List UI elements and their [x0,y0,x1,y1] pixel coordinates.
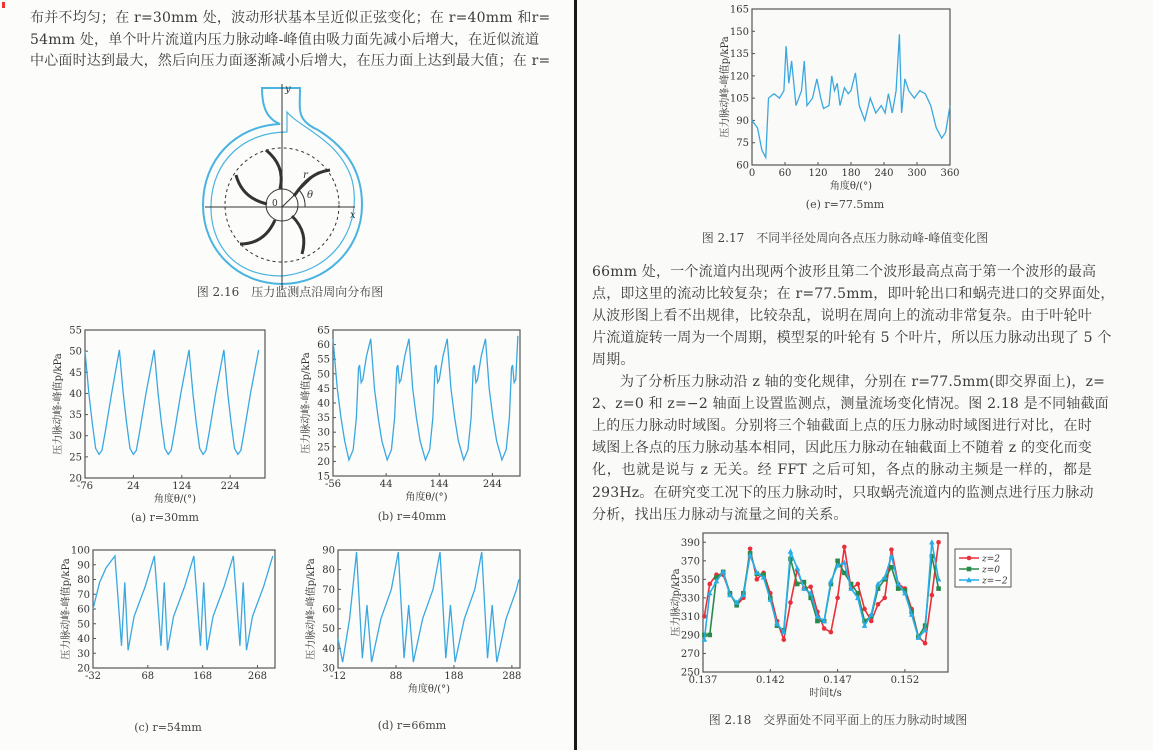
x-axis-label: 角度θ/(°) [829,181,873,192]
impeller-blades [236,150,330,254]
y-tick-label: 45 [317,383,330,395]
data-line [333,336,518,460]
data-line [85,350,259,454]
x-tick-label: -76 [76,481,94,492]
data-line [338,552,519,662]
chart-f [669,533,1011,699]
data-point [702,637,708,642]
y-tick-label: 30 [77,648,90,660]
chart-b [299,326,520,504]
y-tick-label: 50 [69,346,82,358]
y-tick-label: 25 [69,452,82,464]
data-point [829,630,834,635]
legend-label: z=0 [982,565,1001,576]
y-axis-label: 压力脉动峰-峰值p/kPa [301,352,312,454]
y-tick-label: 270 [680,648,700,660]
y-tick-label: 70 [77,589,90,601]
y-tick-label: 390 [680,537,700,549]
y-tick-label: 75 [736,138,749,150]
data-point [808,584,813,589]
figure-2-18-caption: 图 2.18 交界面处不同平面上的压力脉动时域图 [708,713,968,727]
y-tick-label: 90 [736,115,749,127]
y-tick-label: 40 [317,398,330,410]
y-tick-label: 55 [69,325,82,337]
y-axis-label: y [285,84,291,95]
x-tick-label: 144 [429,479,449,490]
x-axis-label: 时间t/s [809,688,842,699]
plot-frame [93,550,275,668]
x-tick-label: 188 [444,671,464,682]
y-axis-label: 压力脉动峰-峰值p/kPa [720,36,731,138]
paragraph-line: 2、z=0 和 z=−2 轴面上设置监测点，测量流场变化情况。图 2.18 是不同轴截面 [592,396,1109,412]
data-point [835,596,840,601]
y-tick-label: 15 [317,471,330,483]
x-axis-label: 角度θ/(°) [407,684,451,695]
x-tick-label: 24 [127,481,140,492]
subcaption-d: (d) r=66mm [377,719,447,732]
y-tick-label: 60 [317,340,330,352]
y-tick-label: 60 [736,160,749,172]
figure-2-17-caption: 图 2.17 不同半径处周向各点压力脉动峰-峰值变化图 [701,231,989,245]
theta-label: θ [307,190,314,201]
data-point [869,619,874,624]
data-point [707,633,712,638]
volute-inner [211,112,354,276]
plot-frame [85,330,265,478]
y-tick-label: 290 [680,630,700,642]
paragraph-line: 为了分析压力脉动沿 z 轴的变化规律，分别在 r=77.5mm(即交界面上)，z= [620,374,1106,390]
y-tick-label: 330 [680,593,700,605]
plot-frame [333,330,520,476]
y-tick-label: 50 [317,369,330,381]
paragraph-line: 化，也就是说与 z 无关。经 FFT 之后可知，各点的脉动主频是一样的，都是 [592,462,1092,478]
legend-label: z=2 [982,554,1001,565]
data-point [876,602,881,607]
paragraph-line: 点，即这里的流动比较复杂；在 r=77.5mm，即叶轮出口和蜗壳进口的交界面处， [592,286,1115,302]
r-label: r [303,170,308,181]
x-axis-label: 角度θ/(°) [153,494,197,505]
x-tick-label: -32 [84,671,102,682]
x-tick-label: 300 [907,168,927,179]
figure-2-16-caption: 图 2.16 压力监测点沿周向分布图 [196,285,384,299]
y-tick-label: 70 [322,584,335,596]
x-tick-label: 120 [808,168,828,179]
data-point [788,600,793,605]
data-point [815,619,820,624]
y-tick-label: 80 [322,565,335,577]
y-tick-label: 120 [729,71,749,83]
x-tick-label: 44 [379,479,393,490]
paragraph-line: 从波形图上看不出规律，比较杂乱，说明在周向上的流动非常复杂。由于叶轮叶 [592,308,1092,324]
x-tick-label: 0 [748,168,756,179]
y-tick-label: 20 [77,663,90,675]
legend-marker [967,556,972,561]
paragraph-line: 片流道旋转一周为一个周期，模型泵的叶轮有 5 个叶片，所以压力脉动出现了 5 个 [592,330,1112,346]
y-tick-label: 25 [317,442,330,454]
paragraph-line: 54mm 处，单个叶片流道内压力脉动峰-峰值由吸力面先减小后增大，在近似流道 [30,32,540,48]
data-point [923,641,928,646]
paragraph-line: 域图上各点的压力脉动基本相同，因此压力脉动在轴截面上不随着 z 的变化而变 [592,440,1092,456]
data-line [93,556,273,650]
legend [955,549,1011,587]
data-point [842,545,847,550]
x-tick-label: 0.147 [823,675,852,686]
data-point [930,593,935,598]
y-tick-label: 310 [680,611,700,623]
data-point [862,607,867,612]
data-point [781,637,786,642]
y-tick-label: 30 [69,431,82,443]
y-tick-label: 150 [729,26,749,38]
x-tick-label: -56 [324,479,342,490]
y-tick-label: 370 [680,556,700,568]
y-tick-label: 80 [77,575,90,586]
x-axis-label: 角度θ/(°) [405,492,448,503]
x-tick-label: 168 [193,671,213,682]
y-tick-label: 55 [317,354,330,366]
y-tick-label: 40 [69,388,82,400]
subcaption-b: (b) r=40mm [377,510,447,523]
data-point [889,547,894,552]
data-point [707,582,712,587]
y-tick-label: 135 [729,49,749,61]
chart-c [59,546,275,683]
x-tick-label: 0.152 [890,675,920,686]
x-tick-label: 124 [172,481,192,492]
x-tick-label: 240 [874,168,894,179]
x-axis-label: x [350,210,356,221]
volute-diagram [203,84,362,290]
chart-e [718,5,960,193]
y-tick-label: 250 [680,667,700,679]
y-tick-label: 60 [77,604,90,616]
x-tick-label: 88 [389,671,403,682]
legend-label: z=−2 [982,576,1008,587]
y-tick-label: 30 [322,663,335,675]
paragraph-line: 布并不均匀；在 r=30mm 处，波动形状基本呈近似正弦变化；在 r=40mm 和r= [30,10,551,26]
legend-marker [967,567,972,572]
x-tick-label: 68 [141,671,155,682]
x-tick-label: 224 [220,481,240,492]
x-tick-label: 268 [247,671,268,682]
data-point [702,614,707,619]
chart-d [304,546,521,696]
x-tick-label: -12 [329,671,347,682]
data-point [929,539,935,544]
series-line [704,542,938,639]
x-tick-label: 0.137 [688,675,718,686]
data-point [882,596,887,601]
chart-a [51,326,265,506]
y-axis-label: 压力脉动p/kPa [671,568,682,637]
y-tick-label: 65 [317,325,330,337]
paragraph-line: 周期。 [592,352,635,368]
y-tick-label: 350 [680,574,700,586]
x-tick-label: 360 [940,168,960,179]
y-tick-label: 35 [69,410,82,422]
x-tick-label: 180 [841,168,861,179]
y-tick-label: 50 [77,619,90,631]
x-tick-label: 288 [502,671,522,682]
data-point [748,546,753,551]
y-tick-label: 165 [729,4,749,16]
data-point [835,559,840,564]
y-tick-label: 35 [317,413,330,425]
paragraph-line: 上的压力脉动时域图。分别将三个轴截面上点的压力脉动时域图进行对比，在时 [592,418,1092,434]
series-line [704,542,938,643]
data-line [752,34,950,157]
paragraph-line: 中心面时达到最大，然后向压力面逐渐减小后增大，在压力面上达到最大值；在 r= [30,53,551,69]
subcaption-c: (c) r=54mm [134,721,202,734]
y-tick-label: 90 [77,560,90,572]
y-tick-label: 105 [729,93,749,105]
y-tick-label: 30 [317,427,330,439]
data-point [795,582,800,587]
theta-arc [299,190,305,207]
y-tick-label: 90 [322,545,335,557]
paragraph-line: 分析，找出压力脉动与流量之间的关系。 [592,507,848,523]
origin-label: 0 [272,199,278,209]
subcaption-e: (e) r=77.5mm [805,198,885,211]
y-tick-label: 50 [322,624,335,636]
x-tick-label: 0.142 [755,675,785,686]
y-tick-label: 20 [317,456,330,468]
data-point [856,582,861,587]
data-point [755,577,760,582]
data-point [794,565,800,570]
paragraph-line: 293Hz。在研究变工况下的压力脉动时，只取蜗壳流道内的监测点进行压力脉动 [592,485,1094,501]
y-tick-label: 20 [69,473,82,485]
y-axis-label: 压力脉动峰-峰值p/kPa [306,558,317,660]
y-tick-label: 40 [322,643,335,655]
paragraph-line: 66mm 处，一个流道内出现两个波形且第二个波形最高点高于第一个波形的最高 [592,264,1097,280]
subcaption-a: (a) r=30mm [131,511,199,524]
x-tick-label: 244 [482,479,502,490]
y-tick-label: 45 [69,367,82,379]
y-tick-label: 60 [322,604,335,616]
plot-frame [752,9,950,165]
y-tick-label: 100 [70,545,90,557]
data-point [936,540,941,545]
data-point [788,549,794,554]
x-tick-label: 60 [778,168,792,179]
y-axis-label: 压力脉动峰-峰值p/kPa [53,353,64,455]
data-point [936,586,941,591]
y-tick-label: 40 [77,634,90,645]
data-point [822,626,827,631]
y-axis-label: 压力脉动峰-峰值p/kPa [61,558,72,660]
